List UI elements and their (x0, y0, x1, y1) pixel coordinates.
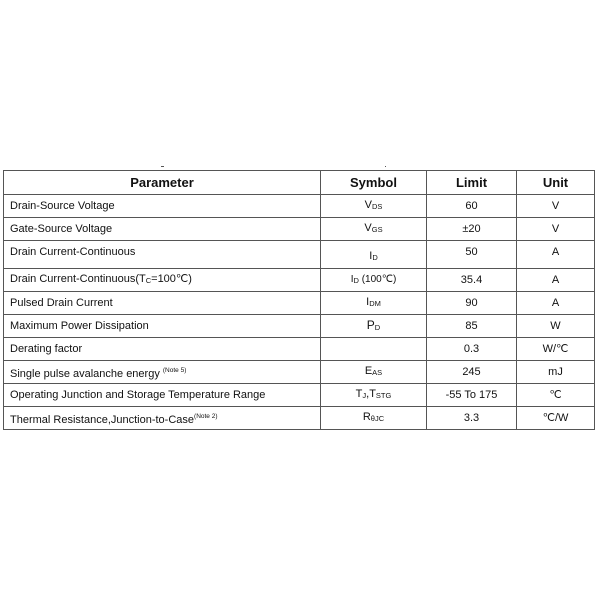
unit-cell: W (517, 315, 595, 338)
symbol-subscript: θJC (370, 414, 385, 423)
symbol-cell (321, 384, 427, 407)
symbol-subscript: DS (371, 202, 383, 211)
limit-cell: 50 (427, 241, 517, 269)
parameter-tail: =100℃) (151, 273, 192, 285)
symbol-subscript: AS (372, 368, 383, 377)
unit-cell: A (517, 241, 595, 269)
parameter-text: Drain Current-Continuous(T (10, 273, 146, 285)
symbol-main: T (355, 388, 363, 400)
symbol-cell (321, 292, 427, 315)
parameter-text: Drain-Source Voltage (10, 200, 115, 212)
table-row (4, 361, 595, 384)
symbol-main: R (362, 411, 371, 423)
table-row (4, 315, 595, 338)
limit-cell: 60 (427, 195, 517, 218)
limit-cell: ±20 (427, 218, 517, 241)
table-header-row (4, 171, 595, 195)
symbol-subscript: D (372, 252, 378, 262)
parameter-cell (4, 315, 321, 338)
symbol-subscript-2: STG (375, 391, 392, 400)
symbol-main: E (364, 365, 373, 377)
absolute-maximum-ratings-table (3, 170, 595, 430)
symbol-subscript: J (362, 391, 367, 400)
limit-cell: 85 (427, 315, 517, 338)
symbol-subscript: GS (371, 225, 383, 234)
unit-cell: V (517, 195, 595, 218)
table-row (4, 338, 595, 361)
parameter-cell (4, 407, 321, 430)
symbol-main: I (350, 273, 354, 285)
symbol-subscript: DM (369, 299, 381, 308)
parameter-cell (4, 292, 321, 315)
parameter-cell (4, 361, 321, 384)
unit-cell: V (517, 218, 595, 241)
table-row (4, 384, 595, 407)
symbol-cell (321, 407, 427, 430)
scan-artifact (385, 166, 386, 167)
unit-cell: A (517, 269, 595, 292)
parameter-text: Derating factor (10, 343, 83, 355)
parameter-text: Drain Current-Continuous (10, 246, 136, 258)
header-limit: Limit (427, 171, 517, 195)
symbol-mid: ,T (366, 388, 376, 400)
symbol-extra: (100℃) (358, 273, 397, 285)
symbol-cell (321, 338, 427, 361)
symbol-cell (321, 315, 427, 338)
symbol-cell (321, 361, 427, 384)
limit-cell: 90 (427, 292, 517, 315)
parameter-cell (4, 241, 321, 269)
unit-cell: ℃ (517, 384, 595, 407)
parameter-cell (4, 269, 321, 292)
symbol-main: V (364, 199, 372, 211)
table-row (4, 292, 595, 315)
unit-cell: W/℃ (517, 338, 595, 361)
symbol-subscript: D (374, 322, 381, 332)
parameter-text: Gate-Source Voltage (10, 223, 113, 235)
table-row (4, 407, 595, 430)
table-row (4, 218, 595, 241)
limit-cell: 0.3 (427, 338, 517, 361)
table-row (4, 241, 595, 269)
unit-cell: ℃/W (517, 407, 595, 430)
symbol-subscript: D (353, 275, 359, 285)
unit-cell: mJ (517, 361, 595, 384)
header-unit: Unit (517, 171, 595, 195)
symbol-main: P (366, 317, 375, 332)
symbol-main: V (364, 222, 372, 234)
parameter-cell (4, 218, 321, 241)
table-row (4, 269, 595, 292)
limit-cell: -55 To 175 (427, 384, 517, 407)
symbol-cell (321, 218, 427, 241)
limit-cell: 245 (427, 361, 517, 384)
parameter-text: Thermal Resistance,Junction-to-Case (10, 413, 195, 426)
parameter-cell (4, 384, 321, 407)
parameter-cell (4, 195, 321, 218)
unit-cell: A (517, 292, 595, 315)
header-parameter: Parameter (4, 171, 321, 195)
symbol-main: I (366, 296, 370, 308)
limit-cell: 3.3 (427, 407, 517, 430)
symbol-cell (321, 269, 427, 292)
symbol-cell (321, 195, 427, 218)
symbol-main: I (369, 249, 373, 262)
scan-artifact (161, 166, 164, 167)
parameter-text: Operating Junction and Storage Temperature Range (10, 389, 266, 401)
limit-cell: 35.4 (427, 269, 517, 292)
table-row (4, 195, 595, 218)
parameter-subscript: C (145, 276, 152, 285)
note-reference: (Note 2) (194, 412, 218, 420)
note-reference: (Note 5) (162, 366, 187, 374)
header-symbol: Symbol (321, 171, 427, 195)
parameter-text: Pulsed Drain Current (10, 297, 113, 309)
parameter-cell (4, 338, 321, 361)
symbol-cell (321, 241, 427, 269)
parameter-text: Single pulse avalanche energy (10, 367, 163, 380)
parameter-text: Maximum Power Dissipation (10, 320, 149, 332)
